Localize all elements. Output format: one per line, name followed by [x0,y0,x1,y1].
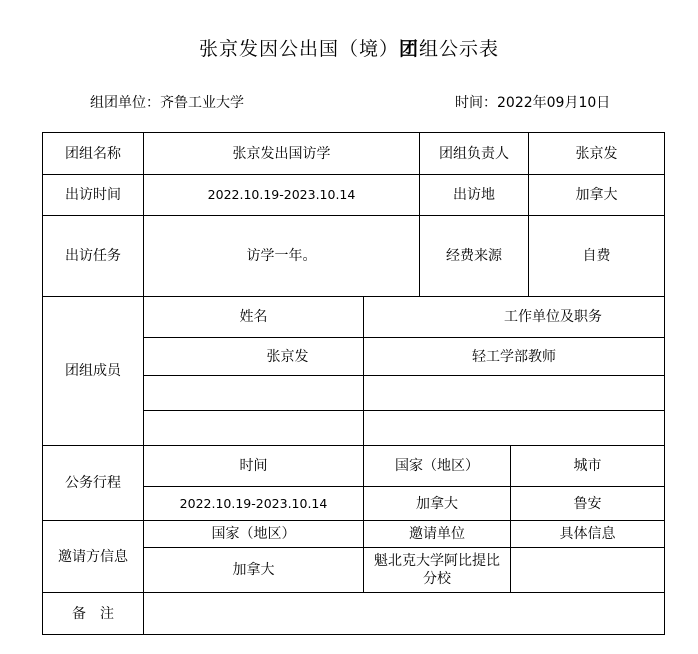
inviter-unit-header: 邀请单位 [409,526,465,542]
itinerary-city-header: 城市 [573,458,602,474]
itinerary-city-value: 鲁安 [573,495,602,512]
date-label: 时间： [455,95,497,111]
funding-value: 自费 [582,248,611,264]
date-value: 2022年09月10日 [497,95,611,111]
leader-value: 张京发 [575,145,618,162]
remarks-value [144,593,664,634]
destination-label: 出访地 [453,187,495,203]
itinerary-country-header: 国家（地区） [395,458,479,474]
organizer-label: 组团单位： [90,95,160,111]
member-job: 轻工学部教师 [472,348,556,365]
members-job-header: 工作单位及职务 [504,309,602,325]
organizer-value: 齐鲁工业大学 [160,95,244,111]
visit-time-value: 2022.10.19-2023.10.14 [207,187,356,202]
itinerary-time-header: 时间 [239,458,268,474]
destination-value: 加拿大 [575,187,618,203]
inviter-info-value [511,548,664,592]
group-name-label: 团组名称 [65,145,121,162]
member-name: 张京发 [266,348,309,365]
member-name [144,411,363,445]
members-name-header: 姓名 [239,309,268,325]
member-job [364,411,664,445]
leader-label: 团组负责人 [439,145,509,162]
table-border-bottom [42,634,665,635]
inviter-info-header: 具体信息 [559,526,616,542]
page-title: 张京发因公出国（境）团组公示表 [198,38,500,60]
inviter-label: 邀请方信息 [58,548,128,565]
task-value: 访学一年。 [246,248,317,264]
table-border-right [664,132,665,635]
members-label: 团组成员 [65,363,121,379]
itinerary-time-value: 2022.10.19-2023.10.14 [179,495,328,511]
group-name-value: 张京发出国访学 [232,145,331,162]
inviter-country-header: 国家（地区） [211,526,296,542]
inviter-unit-value: 魁北克大学阿比提比分校 [374,553,500,587]
visit-time-label: 出访时间 [65,187,121,203]
remarks-label: 备 注 [72,605,114,622]
member-name [144,376,363,410]
inviter-country-value: 加拿大 [232,562,275,578]
task-label: 出访任务 [65,248,121,264]
funding-label: 经费来源 [446,248,502,264]
itinerary-country-value: 加拿大 [416,495,458,512]
member-job [364,376,664,410]
itinerary-label: 公务行程 [65,475,121,491]
